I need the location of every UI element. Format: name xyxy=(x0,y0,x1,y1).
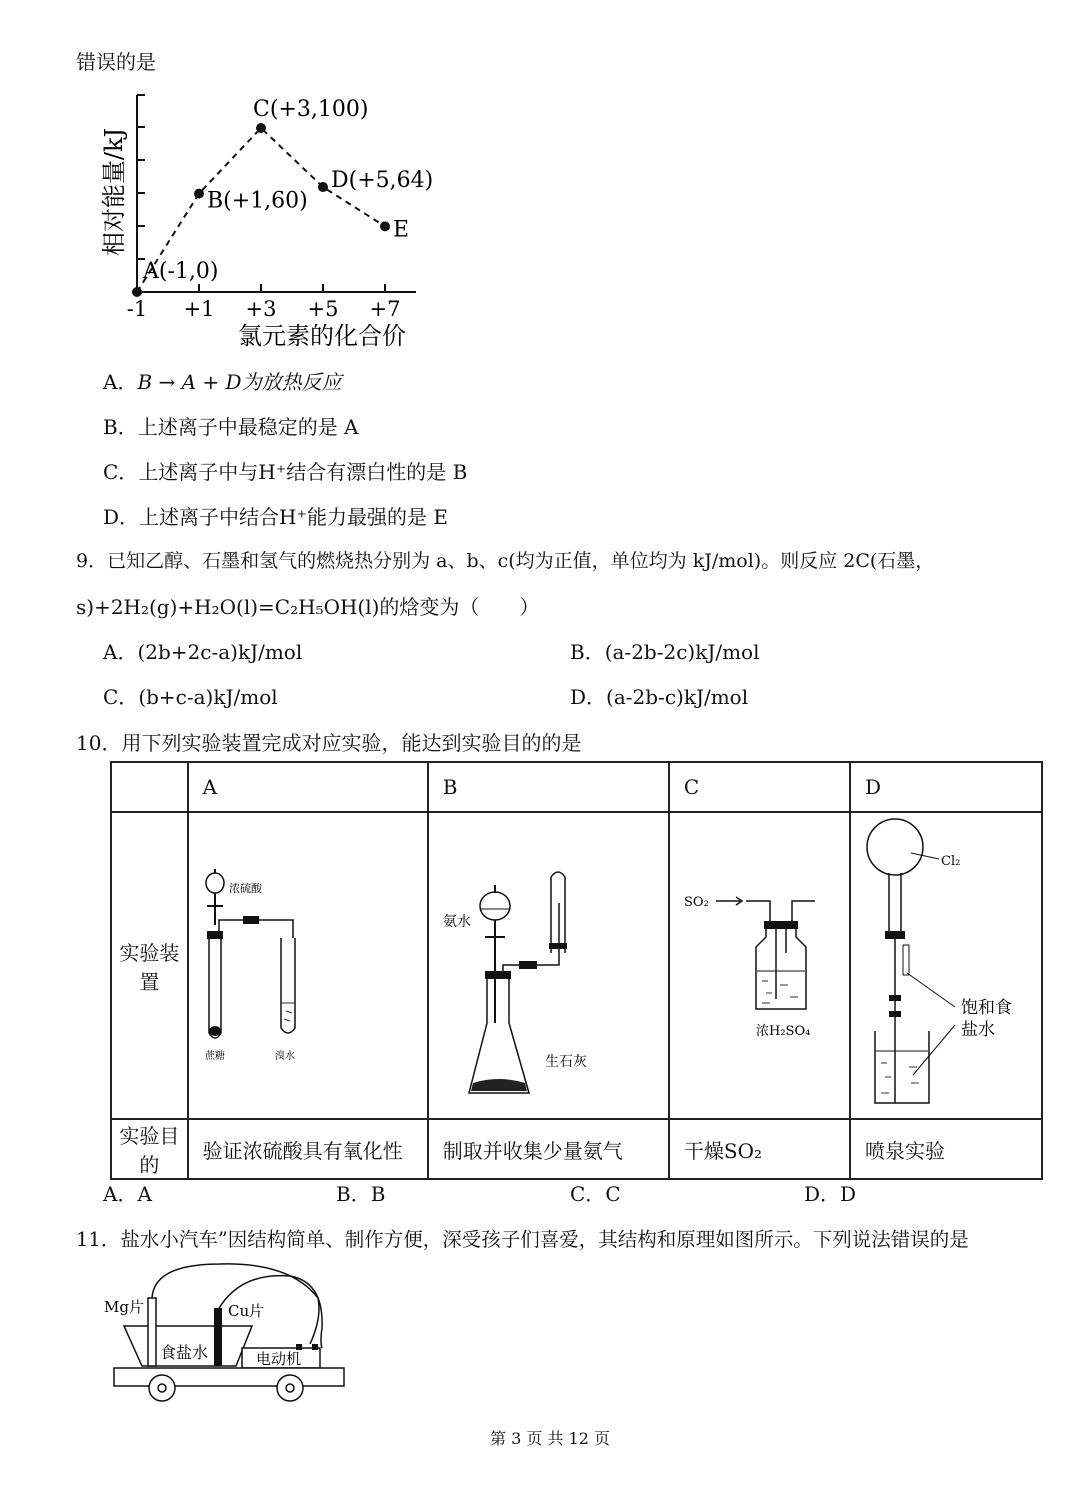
q8-option-d[interactable]: D．上述离子中结合H⁺能力最强的是 E xyxy=(103,505,449,529)
row-label-device: 实验装置 xyxy=(111,812,188,1119)
device-c-cell xyxy=(669,812,850,1119)
device-b-drawing xyxy=(429,813,659,1113)
x-tick-label: +7 xyxy=(369,297,401,321)
label-motor: 电动机 xyxy=(256,1350,302,1368)
label-salt-water: 食盐水 xyxy=(160,1343,209,1362)
q8-option-a[interactable]: A．B → A + D为放热反应 xyxy=(103,370,342,394)
x-tick-label: +1 xyxy=(183,297,215,321)
table-header-c: C xyxy=(669,762,850,812)
intro-text: 错误的是 xyxy=(76,50,156,74)
label-mg: Mg片 xyxy=(104,1298,144,1316)
label-bromine-water: 溴水 xyxy=(274,1051,295,1062)
device-a-drawing xyxy=(189,813,418,1113)
table-header-a: A xyxy=(188,762,428,812)
device-a-cell xyxy=(188,812,428,1119)
label-cl2: Cl₂ xyxy=(941,854,961,869)
label-saline-2: 盐水 xyxy=(961,1020,995,1040)
point-d xyxy=(318,182,328,192)
x-tick-label: +5 xyxy=(307,297,339,321)
label-quicklime: 生石灰 xyxy=(544,1054,587,1070)
table-header-empty xyxy=(111,762,188,812)
purpose-b: 制取并收集少量氨气 xyxy=(428,1119,669,1179)
label-conc-acid: 浓硫酸 xyxy=(228,882,262,895)
q8-option-c[interactable]: C．上述离子中与H⁺结合有漂白性的是 B xyxy=(103,460,468,484)
label-conc-h2so4: 浓H₂SO₄ xyxy=(755,1024,811,1039)
x-tick-label: +3 xyxy=(245,297,277,321)
device-c-drawing xyxy=(670,813,840,1113)
experiment-table xyxy=(110,761,1043,1180)
device-b-cell xyxy=(428,812,669,1119)
point-a xyxy=(132,287,142,297)
point-e xyxy=(380,221,390,231)
point-label-d: D(+5,64) xyxy=(331,168,434,194)
point-b xyxy=(194,189,204,199)
label-cu: Cu片 xyxy=(228,1302,265,1320)
point-label-e: E xyxy=(393,217,410,243)
row-label-purpose: 实验目的 xyxy=(111,1119,188,1179)
purpose-d: 喷泉实验 xyxy=(850,1119,1042,1179)
q10-option-b[interactable]: B．B xyxy=(336,1182,386,1206)
q9-option-b[interactable]: B．(a-2b-2c)kJ/mol xyxy=(570,640,760,664)
device-d-cell xyxy=(850,812,1042,1119)
device-d-drawing xyxy=(851,813,1041,1113)
point-label-c: C(+3,100) xyxy=(253,97,369,122)
q9-stem-line2: s)+2H₂(g)+H₂O(l)=C₂H₅OH(l)的焓变为（ ） xyxy=(76,595,540,619)
label-so2-gas: SO₂ xyxy=(683,895,709,910)
point-c xyxy=(256,123,266,133)
q8-option-b[interactable]: B．上述离子中最稳定的是 A xyxy=(103,415,359,439)
q10-option-d[interactable]: D．D xyxy=(804,1182,857,1206)
purpose-c: 干燥SO₂ xyxy=(669,1119,850,1179)
page-footer: 第 3 页 共 12 页 xyxy=(490,1429,610,1448)
label-sucrose: 蔗糖 xyxy=(204,1051,225,1062)
q9-option-c[interactable]: C．(b+c-a)kJ/mol xyxy=(103,685,278,709)
purpose-a: 验证浓硫酸具有氧化性 xyxy=(188,1119,428,1179)
q10-option-c[interactable]: C．C xyxy=(570,1182,621,1206)
table-header-b: B xyxy=(428,762,669,812)
salt-water-car-drawing xyxy=(100,1258,360,1408)
q10-option-a[interactable]: A．A xyxy=(103,1182,152,1206)
label-saline-1: 饱和食 xyxy=(961,998,1012,1018)
q9-option-d[interactable]: D．(a-2b-c)kJ/mol xyxy=(570,685,749,709)
x-axis-label: 氯元素的化合价 xyxy=(238,322,406,350)
q9-option-a[interactable]: A．(2b+2c-a)kJ/mol xyxy=(103,640,303,664)
x-tick-label: -1 xyxy=(126,297,148,321)
label-ammonia: 氨水 xyxy=(442,914,471,930)
energy-chart xyxy=(100,80,440,355)
q10-stem: 10．用下列实验装置完成对应实验，能达到实验目的的是 xyxy=(76,731,582,755)
y-axis-label: 相对能量/kJ xyxy=(100,127,128,257)
q9-stem-line1: 9．已知乙醇、石墨和氢气的燃烧热分别为 a、b、c(均为正值，单位均为 kJ/mol)。则反应 2C(石墨， xyxy=(76,550,935,572)
table-header-d: D xyxy=(850,762,1042,812)
point-label-a: A(-1,0) xyxy=(143,259,219,284)
point-label-b: B(+1,60) xyxy=(207,188,308,214)
q11-stem: 11．盐水小汽车”因结构简单、制作方便，深受孩子们喜爱，其结构和原理如图所示。下列说法错误的是 xyxy=(76,1228,969,1251)
